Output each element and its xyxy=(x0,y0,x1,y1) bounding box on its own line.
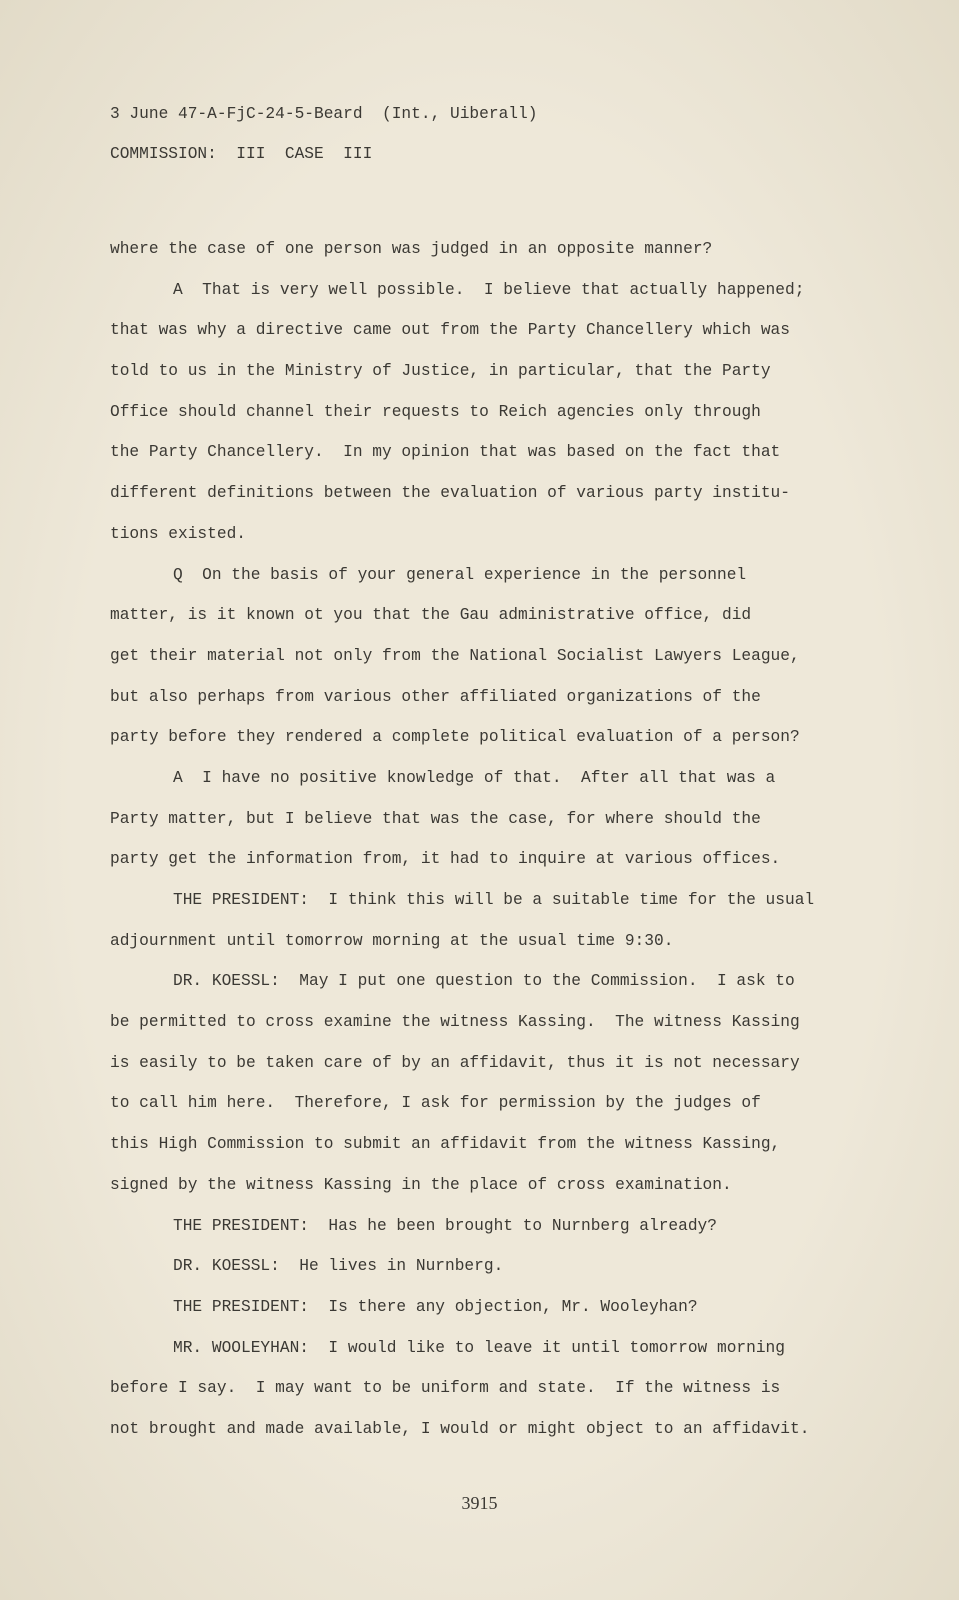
transcript-line: but also perhaps from various other affiliated organizations of the xyxy=(110,687,761,706)
transcript-line: this High Commission to submit an affidavit from the witness Kassing, xyxy=(110,1135,781,1154)
transcript-line: DR. KOESSL: He lives in Nurnberg. xyxy=(173,1257,504,1276)
transcript-line: DR. KOESSL: May I put one question to the Commission. I ask to xyxy=(173,972,795,991)
transcript-line: A That is very well possible. I believe that actually happened; xyxy=(173,280,805,299)
transcript-line: tions existed. xyxy=(110,524,246,543)
transcript-line: told to us in the Ministry of Justice, in particular, that the Party xyxy=(110,362,771,381)
transcript-line: matter, is it known ot you that the Gau administrative office, did xyxy=(110,606,752,625)
transcript-line: THE PRESIDENT: I think this will be a suitable time for the usual xyxy=(173,891,815,909)
transcript-line: THE PRESIDENT: Is there any objection, Mr. Wooleyhan? xyxy=(173,1297,698,1316)
transcript-line: that was why a directive came out from the Party Chancellery which was xyxy=(110,321,790,340)
transcript-line: where the case of one person was judged in an opposite manner? xyxy=(110,240,713,258)
transcript-line: adjournment until tomorrow morning at the usual time 9:30. xyxy=(110,931,674,950)
transcript-line: be permitted to cross examine the witness Kassing. The witness Kassing xyxy=(110,1013,800,1032)
transcript-line: get their material not only from the National Socialist Lawyers League, xyxy=(110,646,800,665)
transcript-line: party before they rendered a complete political evaluation of a person? xyxy=(110,728,800,747)
transcript-line: before I say. I may want to be uniform and state. If the witness is xyxy=(110,1379,781,1398)
transcript-line: MR. WOOLEYHAN: I would like to leave it until tomorrow morning xyxy=(173,1338,785,1357)
transcript-line: Party matter, but I believe that was the case, for where should the xyxy=(110,809,761,828)
transcript-line: the Party Chancellery. In my opinion that was based on the fact that xyxy=(110,443,781,462)
transcript-line: party get the information from, it had to inquire at various offices. xyxy=(110,850,781,869)
transcript-line: signed by the witness Kassing in the place of cross examination. xyxy=(110,1175,732,1194)
header-reference: 3 June 47-A-FjC-24-5-Beard (Int., Uiberall) xyxy=(110,105,538,123)
transcript-line: to call him here. Therefore, I ask for permission by the judges of xyxy=(110,1094,761,1113)
transcript-line: different definitions between the evaluation of various party institu- xyxy=(110,484,790,503)
transcript-body xyxy=(110,229,870,1450)
transcript-line: Q On the basis of your general experience in the personnel xyxy=(173,565,747,584)
transcript-line: not brought and made available, I would or might object to an affidavit. xyxy=(110,1419,810,1438)
header-commission: COMMISSION: III CASE III xyxy=(110,145,373,163)
transcript-line: A I have no positive knowledge of that. After all that was a xyxy=(173,768,776,787)
transcript-line: THE PRESIDENT: Has he been brought to Nurnberg already? xyxy=(173,1216,717,1235)
transcript-line: is easily to be taken care of by an affidavit, thus it is not necessary xyxy=(110,1053,800,1072)
page-number: 3915 xyxy=(461,1493,498,1513)
transcript-line: Office should channel their requests to Reich agencies only through xyxy=(110,402,761,421)
